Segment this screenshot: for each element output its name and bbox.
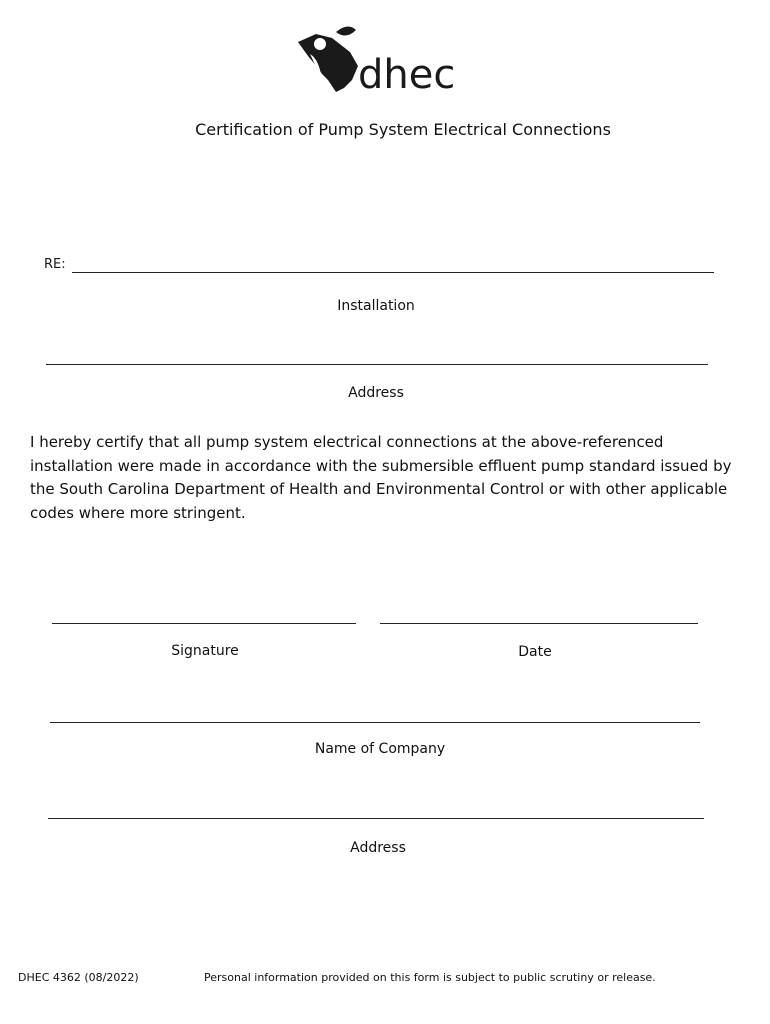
date-label: Date	[518, 644, 552, 660]
signature-field[interactable]	[52, 623, 356, 624]
dhec-logo-mark	[292, 22, 472, 96]
re-label: RE:	[44, 257, 66, 272]
address-field[interactable]	[46, 364, 708, 365]
company-label: Name of Company	[314, 741, 446, 757]
page-title: Certification of Pump System Electrical Connections	[195, 120, 611, 139]
date-field[interactable]	[380, 623, 698, 624]
signature-label: Signature	[171, 643, 239, 659]
privacy-notice: Personal information provided on this form is subject to public scrutiny or release.	[204, 971, 656, 984]
form-number: DHEC 4362 (08/2022)	[18, 971, 139, 984]
company-address-label: Address	[350, 840, 406, 856]
installation-label: Installation	[337, 298, 415, 314]
certification-statement: I hereby certify that all pump system electrical connections at the above-referenced installation were made in accordance with the submersible effluent pump standard issued by the South Carolina Department of Health and Environmental Control or with other applicable codes where more stringent.	[30, 433, 732, 522]
company-field[interactable]	[50, 722, 700, 723]
logo-wordmark: dhec	[358, 52, 456, 96]
company-address-field[interactable]	[48, 818, 704, 819]
installation-field[interactable]	[72, 272, 714, 273]
address-label: Address	[348, 385, 404, 401]
dhec-logo	[292, 22, 472, 96]
